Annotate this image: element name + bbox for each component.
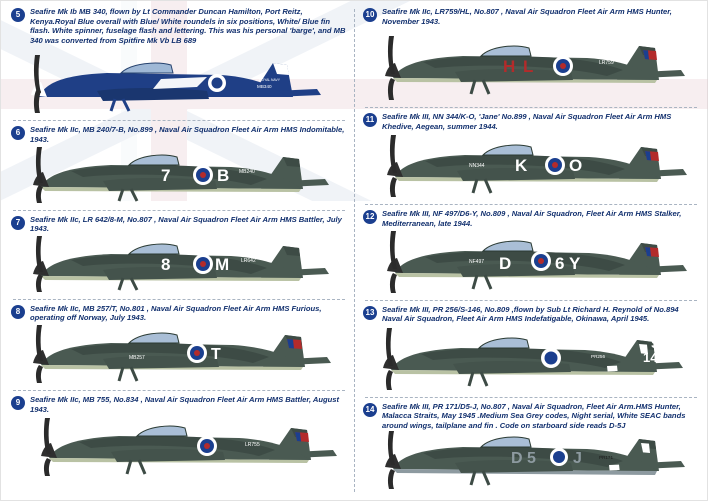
profile-entry-11 [363, 112, 699, 201]
entry-header [363, 7, 699, 26]
code-letter-right: O [569, 156, 583, 176]
code-letter: S [651, 335, 660, 351]
profile-entry-13 [363, 305, 699, 394]
entry-number-badge: 7 [11, 216, 25, 230]
profile-entry-6 [11, 125, 347, 206]
entry-caption: Seafire Mk III, NF 497/D6-Y, No.809 , Naval Air Squadron, Fleet Air Arm HMS Stalker, Mediterranean, late 1944. [382, 209, 682, 228]
aircraft-profile-artwork [11, 323, 347, 387]
seafire-mk-iii-pr171 [363, 431, 699, 493]
code-letter-left: D [511, 449, 523, 467]
entry-number-badge: 6 [11, 126, 25, 140]
entry-header [11, 395, 347, 414]
entry-separator [365, 204, 697, 205]
serial-text: PR256 [591, 353, 606, 359]
aircraft-profile-artwork [11, 145, 347, 207]
entry-caption: Seafire Mk Ib MB 340, flown by Lt Commander Duncan Hamilton, Port Reitz, Kenya.Royal Blue overall with Blue/ White roundels in six positions, White/ Blue fin flash. White spinner, fuselage flash and lettering. This was his personal 'barge', and MB 340 was converted from Spitfire Mk Vb LB 689 [30, 7, 346, 45]
code-letter-right: J [573, 449, 582, 467]
entry-caption: Seafire Mk IIc, LR 642/8-M, No.807 , Naval Air Squadron Fleet Air Arm HMS Battler, July 1943. [30, 214, 342, 234]
profile-entry-14 [363, 402, 699, 493]
entry-number-badge: 12 [363, 210, 377, 224]
code-letter-left: H [503, 57, 516, 77]
serial-text: LR759 [599, 60, 614, 67]
entry-header [11, 125, 347, 144]
code-letter-right: Y [569, 253, 581, 273]
serial-text: MB340 [257, 84, 272, 90]
entry-number-badge: 8 [11, 305, 25, 319]
entry-number-badge: 13 [363, 306, 377, 320]
entry-number-badge: 9 [11, 396, 25, 410]
aircraft-profile-artwork [363, 131, 699, 201]
profile-entry-7 [11, 215, 347, 296]
entry-separator [13, 390, 345, 391]
profile-entry-8 [11, 304, 347, 387]
serial-text: NF497 [469, 258, 485, 265]
entry-separator [13, 210, 345, 211]
seafire-mk-iii-nn344 [363, 131, 699, 201]
code-letter-right: L [523, 57, 534, 77]
entry-caption: Seafire Mk IIc, MB 240/7-B, No.899 , Naval Air Squadron Fleet Air Arm HMS Indomitable, 1943. [30, 125, 345, 144]
fin-text: ROYAL NAVY [259, 78, 281, 83]
code-letter-left: K [515, 156, 528, 176]
code-number: 146 [643, 349, 665, 365]
entry-caption: Seafire Mk IIc, MB 257/T, No.801 , Naval Air Squadron Fleet Air Arm HMS Furious, operating off Norway, July 1943. [30, 303, 322, 323]
serial-text: MB240 [239, 168, 255, 175]
seafire-mk-iic-lr642 [11, 234, 347, 296]
code-letter-left: D [499, 253, 512, 273]
entry-caption: Seafire Mk IIc, LR759/HL, No.807 , Naval Air Squadron Fleet Air Arm HMS Hunter, November 1943. [382, 7, 672, 26]
entry-header [363, 112, 699, 131]
profile-entry-9 [11, 395, 347, 480]
code-letter-left: 7 [161, 165, 171, 185]
code-number: 6 [555, 253, 565, 273]
entry-header [363, 305, 699, 324]
seafire-mk-iii-pr256 [363, 324, 699, 394]
seafire-mk-iic-mb755 [11, 414, 347, 480]
entry-separator [365, 397, 697, 398]
serial-text: LR642 [241, 257, 256, 264]
left-column [1, 1, 355, 502]
column-divider [354, 9, 355, 492]
entry-caption: Seafire Mk III, NN 344/K-O, 'Jane' No.899 , Naval Air Squadron Fleet Air Arm HMS Khedive, Aegean, summer 1944. [382, 112, 672, 131]
entry-separator [365, 107, 697, 108]
serial-text: NN344 [469, 163, 485, 170]
seafire-mk-iic-lr759 [363, 26, 699, 104]
aircraft-profile-artwork [11, 414, 347, 480]
aircraft-profile-artwork [11, 234, 347, 296]
entry-separator [365, 300, 697, 301]
aircraft-profile-artwork [363, 26, 699, 104]
aircraft-profile-artwork [363, 431, 699, 493]
code-letter-left: 8 [161, 254, 171, 274]
entry-header [11, 215, 347, 234]
aircraft-profile-artwork [11, 45, 347, 117]
seafire-mk-iii-nf497 [363, 229, 699, 297]
entry-header [11, 304, 347, 323]
entry-separator [13, 120, 345, 121]
profile-entry-5 [11, 7, 347, 117]
aircraft-profile-artwork [363, 324, 699, 394]
entry-number-badge: 14 [363, 403, 377, 417]
entry-header [11, 7, 347, 45]
entry-caption: Seafire Mk III, PR 256/S-146, No.809 ,flown by Sub Lt Richard H. Reynold of No.894 Naval Air Squadron, Fleet Air Arm HMS Indefatigable, Okinawa, April 1945. [382, 304, 679, 324]
code-number: 5 [527, 449, 536, 467]
serial-text: PR171 [599, 454, 614, 460]
code-letter-right: M [215, 254, 230, 274]
right-column [355, 1, 707, 502]
seafire-mk-iic-mb257 [11, 323, 347, 387]
entry-caption: Seafire Mk IIc, MB 755, No.834 , Naval Air Squadron Fleet Air Arm HMS Battler, August 1943. [30, 394, 340, 414]
entry-header [363, 209, 699, 228]
entry-separator [13, 299, 345, 300]
serial-text: MB257 [129, 354, 145, 361]
entry-number-badge: 10 [363, 8, 377, 22]
code-letter: T [211, 345, 221, 363]
seafire-mk-iic-mb240 [11, 145, 347, 207]
entry-caption: Seafire Mk III, PR 171/D5-J, No.807 , Naval Air Squadron, Fleet Air Arm.HMS Hunter, Malacca Straits, May 1945 .Medium Sea Grey codes, Night serial, White SEAC bands around wings, tailplane and fin . Code on starboard side reads D-5J [382, 401, 686, 430]
entry-header [363, 402, 699, 431]
code-letter-right: B [217, 165, 230, 185]
aircraft-profile-artwork [363, 229, 699, 297]
entry-number-badge: 11 [363, 113, 377, 127]
serial-text: LR755 [245, 442, 260, 449]
profile-entry-10 [363, 7, 699, 104]
profile-entry-12 [363, 209, 699, 296]
entry-number-badge: 5 [11, 8, 25, 22]
seafire-mk-ib-mb340 [11, 45, 347, 117]
